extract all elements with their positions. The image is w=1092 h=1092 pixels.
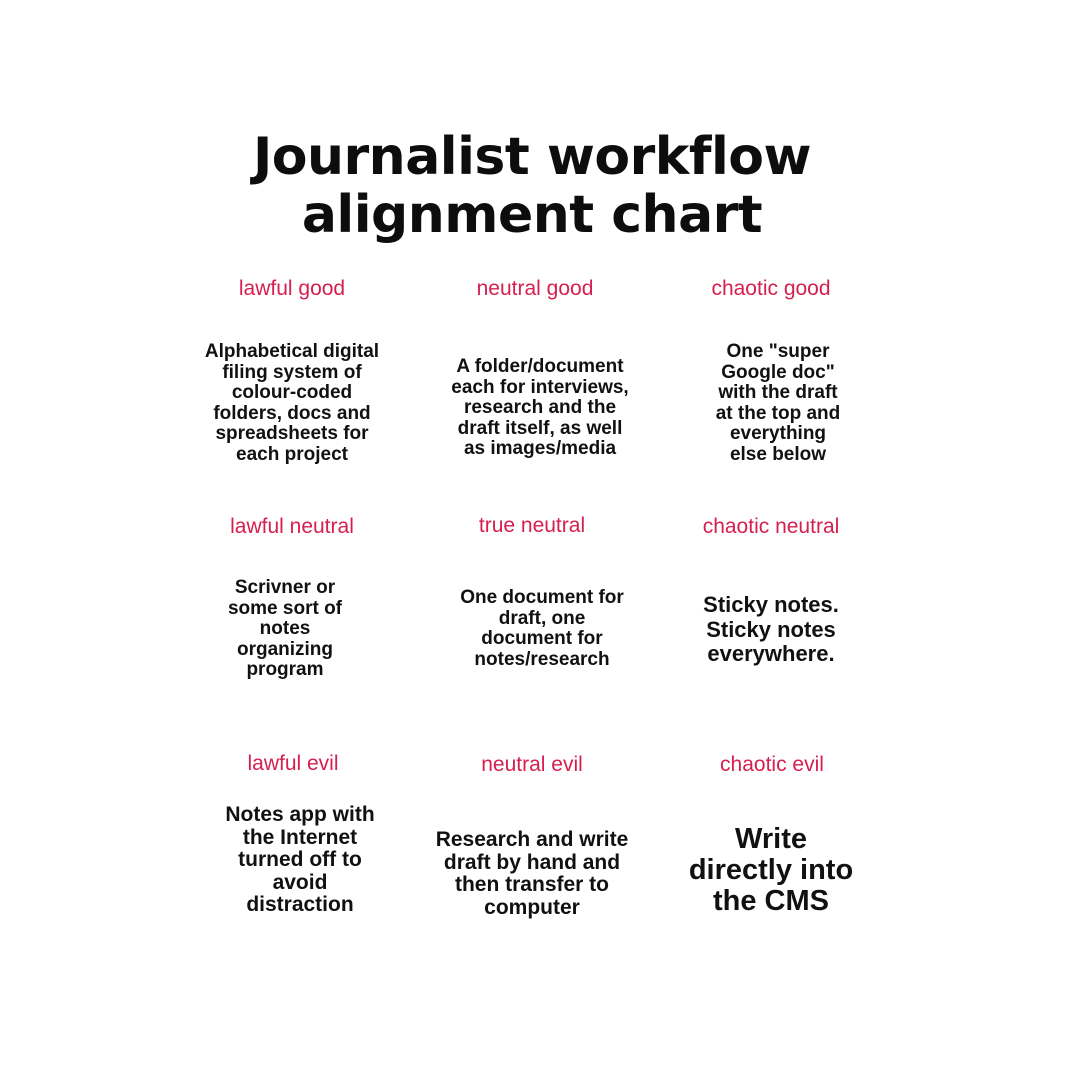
label-lawful-evil: lawful evil	[247, 752, 339, 775]
label-lawful-neutral: lawful neutral	[230, 515, 354, 538]
label-chaotic-evil: chaotic evil	[720, 753, 824, 776]
desc-lawful-good: Alphabetical digital filing system of colour-coded folders, docs and spreadsheets for each project	[204, 341, 380, 465]
desc-lawful-neutral: Scrivner or some sort of notes organizing program	[227, 577, 343, 680]
chart-title-line-1: Journalist workflow	[252, 127, 812, 187]
label-true-neutral: true neutral	[478, 514, 586, 537]
desc-chaotic-good: One "super Google doc" with the draft at the top and everything else below	[715, 341, 841, 465]
label-lawful-good: lawful good	[238, 277, 346, 300]
desc-neutral-evil: Research and write draft by hand and then transfer to computer	[435, 828, 629, 919]
chart-title	[0, 128, 1064, 244]
label-chaotic-good: chaotic good	[711, 277, 831, 300]
label-chaotic-neutral: chaotic neutral	[702, 515, 840, 538]
label-neutral-evil: neutral evil	[481, 753, 583, 776]
chart-title-line-2: alignment chart	[301, 185, 763, 245]
desc-neutral-good: A folder/document each for interviews, research and the draft itself, as well as images/media	[451, 356, 629, 459]
desc-true-neutral: One document for draft, one document for notes/research	[460, 587, 624, 670]
label-neutral-good: neutral good	[476, 277, 594, 300]
desc-lawful-evil: Notes app with the Internet turned off to avoid distraction	[225, 803, 375, 916]
desc-chaotic-evil: Write directly into the CMS	[688, 823, 854, 917]
desc-chaotic-neutral: Sticky notes. Sticky notes everywhere.	[703, 592, 839, 666]
